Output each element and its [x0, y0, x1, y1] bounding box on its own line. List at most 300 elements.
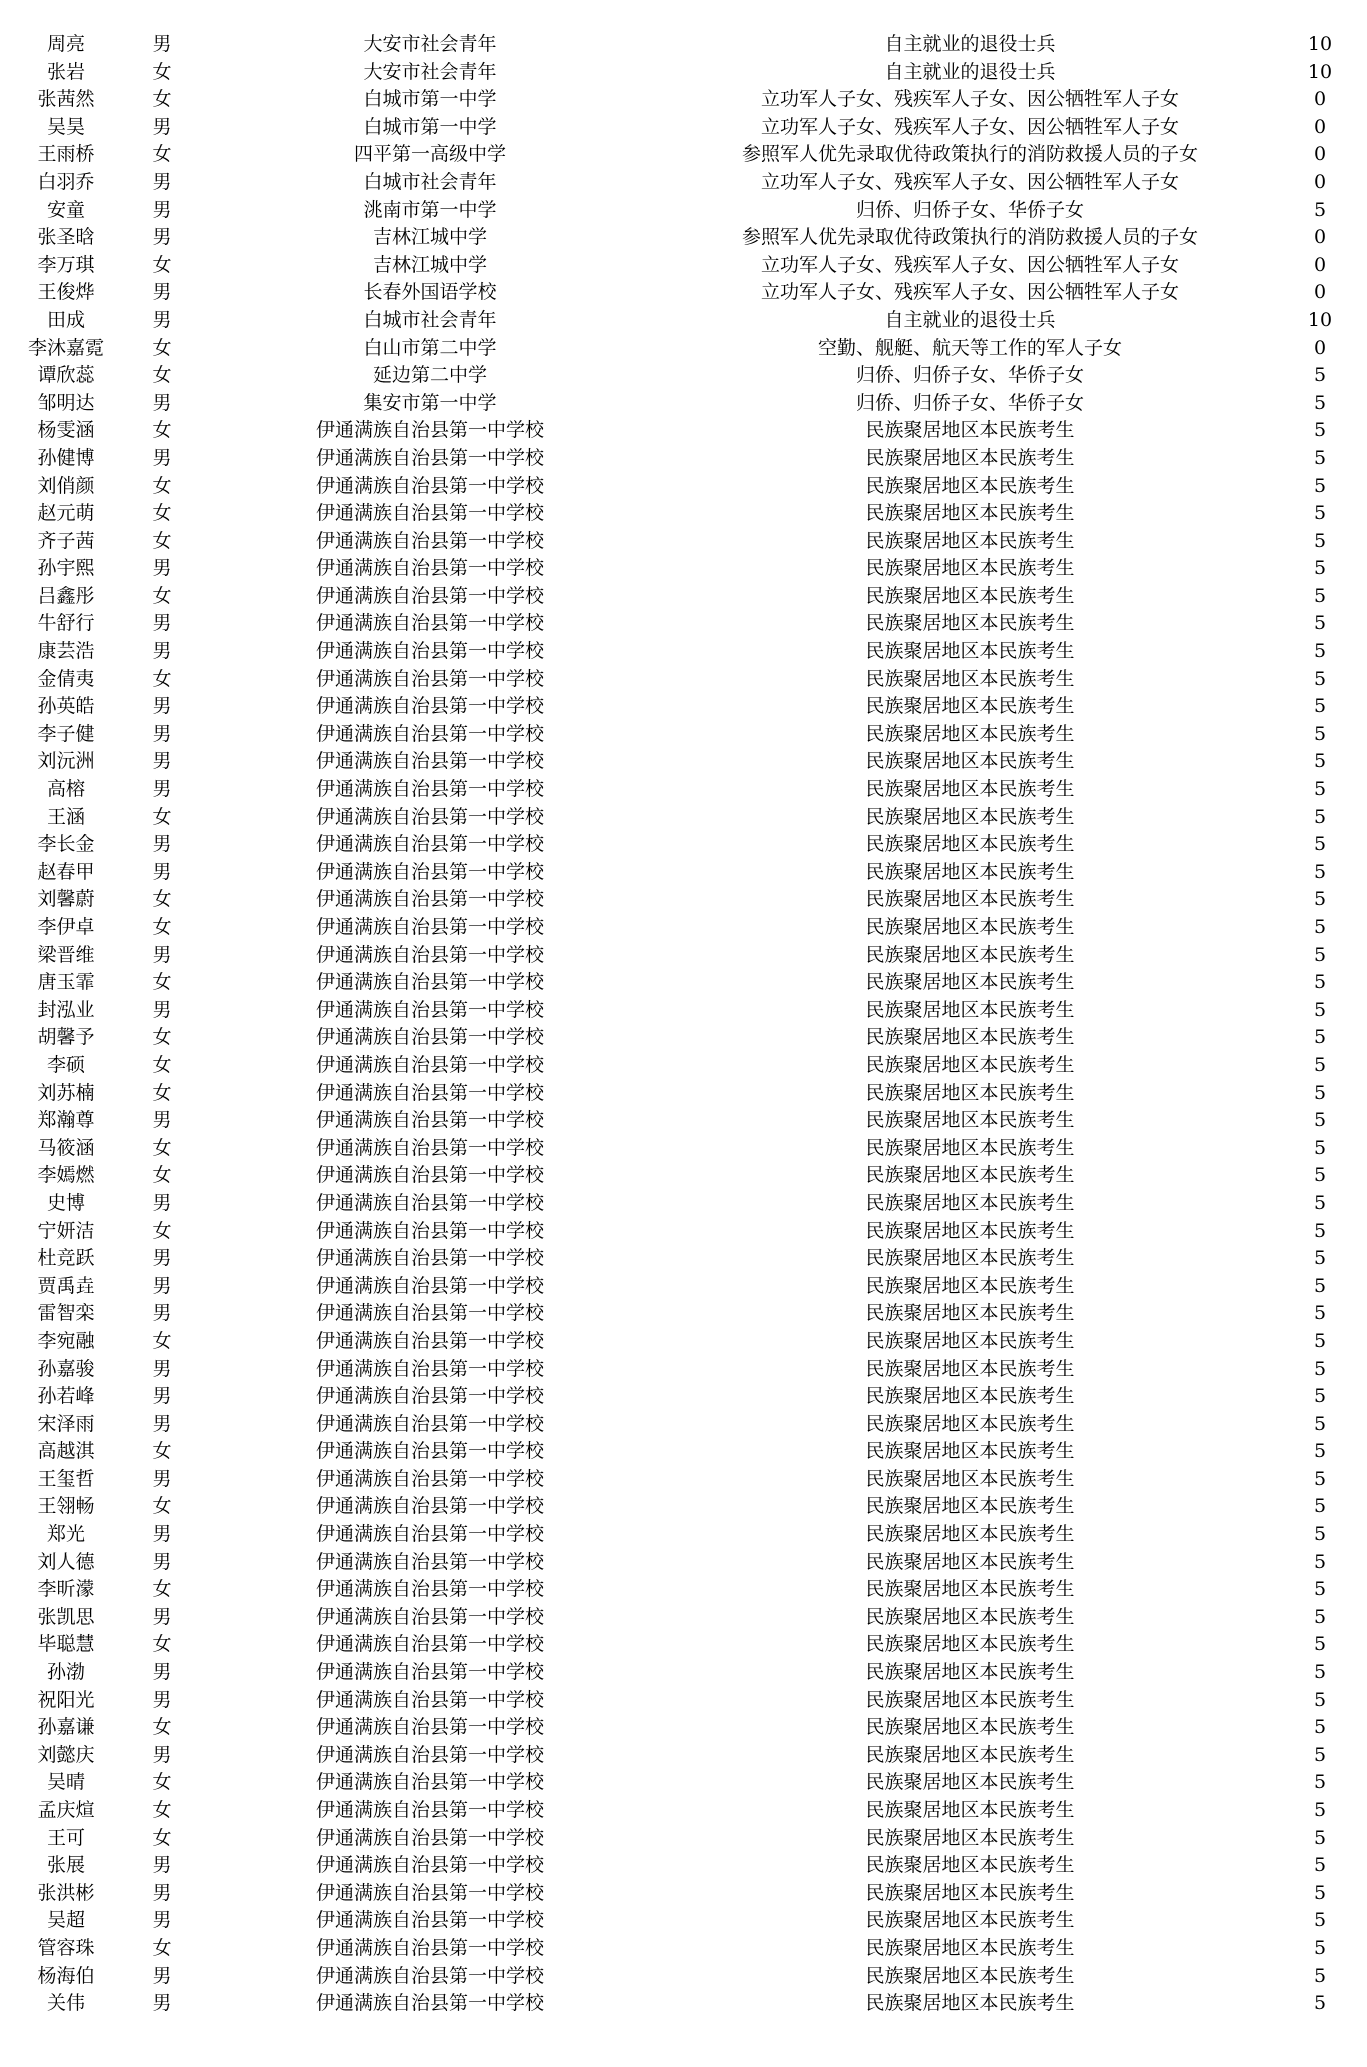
student-name: 孟庆煊	[37, 1799, 95, 1821]
school: 伊通满族自治县第一中学校	[315, 474, 544, 497]
bonus-category: 参照军人优先录取优待政策执行的消防救援人员的子女	[741, 226, 1198, 249]
student-name: 张洪彬	[37, 1881, 95, 1904]
bonus-score: 5	[1313, 1771, 1327, 1794]
school: 伊通满族自治县第一中学校	[315, 1578, 544, 1601]
bonus-score: 5	[1313, 916, 1327, 938]
bonus-score: 5	[1313, 1523, 1327, 1546]
gender: 男	[152, 1661, 172, 1684]
bonus-category: 民族聚居地区本民族考生	[865, 1412, 1075, 1435]
school: 伊通满族自治县第一中学校	[315, 1385, 544, 1408]
table-row	[0, 721, 1367, 749]
school: 伊通满族自治县第一中学校	[315, 419, 544, 442]
gender: 男	[152, 722, 172, 745]
bonus-score: 5	[1313, 1854, 1327, 1877]
table-row	[0, 1493, 1367, 1521]
table-row	[0, 417, 1367, 445]
bonus-category: 民族聚居地区本民族考生	[865, 529, 1075, 552]
school: 伊通满族自治县第一中学校	[315, 1550, 544, 1573]
bonus-score: 10	[1307, 60, 1333, 83]
student-name: 吕鑫彤	[37, 584, 95, 607]
bonus-category: 民族聚居地区本民族考生	[865, 971, 1075, 994]
student-name: 郑光	[46, 1523, 85, 1546]
bonus-category: 民族聚居地区本民族考生	[865, 833, 1075, 856]
gender: 男	[152, 1964, 172, 1987]
student-name: 谭欣蕊	[37, 364, 95, 387]
bonus-category: 民族聚居地区本民族考生	[865, 1247, 1075, 1270]
table-row	[0, 693, 1367, 721]
gender: 女	[152, 1329, 172, 1352]
bonus-score: 5	[1313, 1826, 1327, 1849]
gender: 女	[152, 529, 172, 552]
gender: 女	[152, 419, 172, 442]
student-name: 孙宇熙	[37, 557, 95, 580]
student-name: 杨雯涵	[37, 419, 95, 442]
school: 伊通满族自治县第一中学校	[315, 557, 544, 580]
bonus-score: 5	[1313, 1936, 1327, 1959]
school: 伊通满族自治县第一中学校	[315, 1964, 544, 1987]
student-name: 封泓业	[37, 998, 95, 1021]
gender: 男	[152, 1109, 172, 1132]
gender: 女	[152, 1053, 172, 1076]
bonus-category: 民族聚居地区本民族考生	[865, 446, 1075, 469]
school: 大安市社会青年	[363, 33, 497, 55]
school: 伊通满族自治县第一中学校	[315, 888, 544, 911]
table-row	[0, 1852, 1367, 1880]
bonus-score: 5	[1313, 750, 1327, 773]
bonus-score: 5	[1313, 198, 1327, 221]
bonus-category: 民族聚居地区本民族考生	[865, 860, 1075, 883]
table-row	[0, 279, 1367, 307]
bonus-score: 5	[1313, 1081, 1327, 1104]
student-name: 李昕濛	[37, 1578, 95, 1601]
table-row	[0, 362, 1367, 390]
table-row	[0, 748, 1367, 776]
bonus-category: 民族聚居地区本民族考生	[865, 1799, 1075, 1821]
student-name: 刘懿庆	[37, 1743, 95, 1766]
bonus-score: 5	[1313, 1357, 1327, 1380]
table-row	[0, 997, 1367, 1025]
table-row	[0, 335, 1367, 363]
bonus-score: 5	[1313, 1053, 1327, 1076]
bonus-category: 民族聚居地区本民族考生	[865, 916, 1075, 938]
gender: 男	[152, 1302, 172, 1325]
student-name: 李子健	[37, 722, 95, 745]
gender: 女	[152, 1826, 172, 1849]
table-row	[0, 473, 1367, 501]
bonus-category: 民族聚居地区本民族考生	[865, 1440, 1075, 1463]
gender: 男	[152, 1274, 172, 1297]
school: 伊通满族自治县第一中学校	[315, 971, 544, 994]
bonus-score: 5	[1313, 888, 1327, 911]
bonus-category: 民族聚居地区本民族考生	[865, 1964, 1075, 1987]
school: 伊通满族自治县第一中学校	[315, 1274, 544, 1297]
bonus-score: 5	[1313, 1495, 1327, 1518]
school: 伊通满族自治县第一中学校	[315, 916, 544, 938]
gender: 男	[152, 115, 172, 138]
table-row	[0, 1549, 1367, 1577]
bonus-category: 民族聚居地区本民族考生	[865, 722, 1075, 745]
gender: 女	[152, 1771, 172, 1794]
school: 伊通满族自治县第一中学校	[315, 1026, 544, 1049]
student-name: 孙嘉骏	[37, 1357, 95, 1380]
bonus-score: 5	[1313, 1964, 1327, 1987]
table-row	[0, 1052, 1367, 1080]
student-name: 赵春甲	[37, 860, 95, 883]
school: 伊通满族自治县第一中学校	[315, 943, 544, 966]
school: 伊通满族自治县第一中学校	[315, 1164, 544, 1187]
table-row	[0, 86, 1367, 114]
bonus-category: 民族聚居地区本民族考生	[865, 888, 1075, 911]
school: 伊通满族自治县第一中学校	[315, 1191, 544, 1214]
gender: 女	[152, 1495, 172, 1518]
gender: 女	[152, 1219, 172, 1242]
gender: 女	[152, 888, 172, 911]
gender: 男	[152, 308, 172, 331]
table-row	[0, 1687, 1367, 1715]
school: 伊通满族自治县第一中学校	[315, 1247, 544, 1270]
bonus-category: 归侨、归侨子女、华侨子女	[855, 198, 1084, 221]
bonus-category: 民族聚居地区本民族考生	[865, 1385, 1075, 1408]
table-row	[0, 1604, 1367, 1632]
student-name: 孙健博	[37, 446, 95, 469]
student-name: 高越淇	[37, 1440, 95, 1463]
table-row	[0, 886, 1367, 914]
bonus-category: 民族聚居地区本民族考生	[865, 1771, 1075, 1794]
school: 伊通满族自治县第一中学校	[315, 1219, 544, 1242]
table-row	[0, 804, 1367, 832]
school: 白城市社会青年	[363, 308, 497, 331]
bonus-category: 民族聚居地区本民族考生	[865, 1909, 1075, 1932]
school: 伊通满族自治县第一中学校	[315, 1412, 544, 1435]
bonus-score: 5	[1313, 1164, 1327, 1187]
school: 伊通满族自治县第一中学校	[315, 1936, 544, 1959]
table-row	[0, 224, 1367, 252]
table-row	[0, 252, 1367, 280]
bonus-score: 5	[1313, 833, 1327, 856]
student-name: 唐玉霏	[37, 971, 95, 994]
bonus-score: 5	[1313, 529, 1327, 552]
gender: 男	[152, 1992, 172, 2015]
table-row	[0, 610, 1367, 638]
bonus-points-table	[0, 31, 1367, 2018]
gender: 女	[152, 584, 172, 607]
table-row	[0, 1576, 1367, 1604]
bonus-category: 民族聚居地区本民族考生	[865, 1136, 1075, 1159]
bonus-category: 民族聚居地区本民族考生	[865, 557, 1075, 580]
gender: 女	[152, 1716, 172, 1739]
gender: 女	[152, 474, 172, 497]
table-row	[0, 141, 1367, 169]
table-row	[0, 169, 1367, 197]
school: 伊通满族自治县第一中学校	[315, 695, 544, 718]
student-name: 李万琪	[37, 253, 95, 276]
bonus-category: 立功军人子女、残疾军人子女、因公牺牲军人子女	[760, 88, 1179, 111]
bonus-score: 5	[1313, 722, 1327, 745]
student-name: 孙若峰	[37, 1385, 95, 1408]
school: 吉林江城中学	[372, 253, 487, 276]
gender: 男	[152, 1357, 172, 1380]
bonus-category: 民族聚居地区本民族考生	[865, 1219, 1075, 1242]
student-name: 张茜然	[37, 88, 95, 111]
bonus-score: 5	[1313, 1026, 1327, 1049]
school: 四平第一高级中学	[353, 143, 506, 166]
table-row	[0, 1190, 1367, 1218]
student-name: 王俊烨	[37, 281, 95, 304]
table-row	[0, 776, 1367, 804]
table-row	[0, 390, 1367, 418]
bonus-category: 民族聚居地区本民族考生	[865, 943, 1075, 966]
school: 延边第二中学	[372, 364, 487, 387]
gender: 男	[152, 640, 172, 663]
bonus-score: 0	[1313, 115, 1327, 138]
gender: 男	[152, 1523, 172, 1546]
table-row	[0, 638, 1367, 666]
table-row	[0, 1935, 1367, 1963]
table-row	[0, 831, 1367, 859]
bonus-category: 民族聚居地区本民族考生	[865, 1302, 1075, 1325]
bonus-category: 民族聚居地区本民族考生	[865, 695, 1075, 718]
student-name: 康芸浩	[37, 640, 95, 663]
bonus-score: 5	[1313, 1799, 1327, 1821]
school: 伊通满族自治县第一中学校	[315, 750, 544, 773]
school: 伊通满族自治县第一中学校	[315, 1771, 544, 1794]
bonus-score: 5	[1313, 1633, 1327, 1656]
table-row	[0, 1218, 1367, 1246]
table-row	[0, 114, 1367, 142]
table-row	[0, 1080, 1367, 1108]
gender: 男	[152, 557, 172, 580]
bonus-score: 5	[1313, 971, 1327, 994]
student-name: 牛舒行	[37, 612, 95, 635]
student-name: 杨海伯	[37, 1964, 95, 1987]
school: 吉林江城中学	[372, 226, 487, 249]
table-row	[0, 914, 1367, 942]
gender: 男	[152, 1467, 172, 1490]
school: 白山市第二中学	[363, 336, 497, 359]
student-name: 周亮	[46, 33, 85, 55]
gender: 男	[152, 1909, 172, 1932]
bonus-score: 0	[1313, 170, 1327, 193]
bonus-category: 民族聚居地区本民族考生	[865, 1109, 1075, 1132]
student-name: 管容珠	[37, 1936, 95, 1959]
table-row	[0, 1107, 1367, 1135]
school: 伊通满族自治县第一中学校	[315, 833, 544, 856]
gender: 女	[152, 60, 172, 83]
school: 伊通满族自治县第一中学校	[315, 1109, 544, 1132]
bonus-score: 5	[1313, 391, 1327, 414]
bonus-category: 立功军人子女、残疾军人子女、因公牺牲军人子女	[760, 253, 1179, 276]
student-name: 关伟	[46, 1992, 85, 2015]
bonus-category: 立功军人子女、残疾军人子女、因公牺牲军人子女	[760, 281, 1179, 304]
gender: 女	[152, 88, 172, 111]
gender: 女	[152, 1440, 172, 1463]
bonus-score: 5	[1313, 943, 1327, 966]
table-row	[0, 1162, 1367, 1190]
bonus-category: 民族聚居地区本民族考生	[865, 1936, 1075, 1959]
school: 伊通满族自治县第一中学校	[315, 529, 544, 552]
gender: 女	[152, 1578, 172, 1601]
bonus-category: 民族聚居地区本民族考生	[865, 1523, 1075, 1546]
bonus-category: 民族聚居地区本民族考生	[865, 1053, 1075, 1076]
school: 伊通满族自治县第一中学校	[315, 722, 544, 745]
bonus-category: 民族聚居地区本民族考生	[865, 1661, 1075, 1684]
gender: 男	[152, 33, 172, 55]
table-row	[0, 500, 1367, 528]
school: 伊通满族自治县第一中学校	[315, 998, 544, 1021]
bonus-category: 民族聚居地区本民族考生	[865, 584, 1075, 607]
student-name: 雷智栾	[37, 1302, 95, 1325]
bonus-score: 5	[1313, 1329, 1327, 1352]
table-row	[0, 197, 1367, 225]
school: 伊通满族自治县第一中学校	[315, 1329, 544, 1352]
table-row	[0, 1907, 1367, 1935]
bonus-score: 5	[1313, 1909, 1327, 1932]
school: 伊通满族自治县第一中学校	[315, 1909, 544, 1932]
school: 伊通满族自治县第一中学校	[315, 1716, 544, 1739]
table-row	[0, 1659, 1367, 1687]
school: 伊通满族自治县第一中学校	[315, 1081, 544, 1104]
school: 大安市社会青年	[363, 60, 497, 83]
table-row	[0, 1135, 1367, 1163]
table-row	[0, 1273, 1367, 1301]
table-row	[0, 1714, 1367, 1742]
student-name: 史博	[46, 1191, 85, 1214]
gender: 男	[152, 1191, 172, 1214]
bonus-score: 5	[1313, 1578, 1327, 1601]
gender: 女	[152, 805, 172, 828]
table-row	[0, 31, 1367, 59]
bonus-category: 民族聚居地区本民族考生	[865, 1191, 1075, 1214]
bonus-score: 10	[1307, 308, 1333, 331]
gender: 男	[152, 1247, 172, 1270]
gender: 男	[152, 943, 172, 966]
student-name: 田成	[46, 308, 85, 331]
table-row	[0, 1990, 1367, 2018]
student-name: 吴昊	[46, 115, 85, 138]
school: 伊通满族自治县第一中学校	[315, 502, 544, 525]
student-name: 祝阳光	[37, 1688, 95, 1711]
student-name: 宁妍洁	[37, 1219, 95, 1242]
school: 伊通满族自治县第一中学校	[315, 640, 544, 663]
student-name: 刘苏楠	[37, 1081, 95, 1104]
school: 集安市第一中学	[363, 391, 497, 414]
gender: 男	[152, 1550, 172, 1573]
school: 伊通满族自治县第一中学校	[315, 1605, 544, 1628]
bonus-score: 5	[1313, 1136, 1327, 1159]
gender: 男	[152, 860, 172, 883]
school: 伊通满族自治县第一中学校	[315, 1495, 544, 1518]
bonus-category: 民族聚居地区本民族考生	[865, 419, 1075, 442]
student-name: 胡馨予	[37, 1026, 95, 1049]
bonus-score: 5	[1313, 1219, 1327, 1242]
student-name: 李嫣燃	[37, 1164, 95, 1187]
gender: 男	[152, 281, 172, 304]
school: 伊通满族自治县第一中学校	[315, 1881, 544, 1904]
bonus-category: 参照军人优先录取优待政策执行的消防救援人员的子女	[741, 143, 1198, 166]
bonus-category: 民族聚居地区本民族考生	[865, 1716, 1075, 1739]
student-name: 王可	[46, 1826, 85, 1849]
school: 伊通满族自治县第一中学校	[315, 1053, 544, 1076]
bonus-score: 5	[1313, 1550, 1327, 1573]
gender: 男	[152, 198, 172, 221]
gender: 男	[152, 833, 172, 856]
school: 白城市社会青年	[363, 170, 497, 193]
gender: 男	[152, 1412, 172, 1435]
bonus-score: 5	[1313, 778, 1327, 801]
bonus-category: 民族聚居地区本民族考生	[865, 612, 1075, 635]
student-name: 孙英皓	[37, 695, 95, 718]
school: 伊通满族自治县第一中学校	[315, 584, 544, 607]
table-row	[0, 666, 1367, 694]
bonus-score: 5	[1313, 860, 1327, 883]
school: 伊通满族自治县第一中学校	[315, 1854, 544, 1877]
bonus-category: 立功军人子女、残疾军人子女、因公牺牲军人子女	[760, 170, 1179, 193]
student-name: 安童	[46, 198, 85, 221]
gender: 女	[152, 364, 172, 387]
school: 伊通满族自治县第一中学校	[315, 667, 544, 690]
table-row	[0, 528, 1367, 556]
table-row	[0, 1383, 1367, 1411]
gender: 男	[152, 446, 172, 469]
student-name: 孙渤	[46, 1661, 85, 1684]
school: 伊通满族自治县第一中学校	[315, 1357, 544, 1380]
gender: 女	[152, 336, 172, 359]
table-row	[0, 445, 1367, 473]
bonus-category: 民族聚居地区本民族考生	[865, 1992, 1075, 2015]
bonus-score: 5	[1313, 1302, 1327, 1325]
bonus-score: 5	[1313, 1385, 1327, 1408]
bonus-score: 0	[1313, 88, 1327, 111]
gender: 男	[152, 391, 172, 414]
bonus-score: 5	[1313, 1274, 1327, 1297]
gender: 男	[152, 750, 172, 773]
school: 伊通满族自治县第一中学校	[315, 1743, 544, 1766]
bonus-category: 归侨、归侨子女、华侨子女	[855, 364, 1084, 387]
student-name: 齐子茜	[37, 529, 95, 552]
school: 伊通满族自治县第一中学校	[315, 1467, 544, 1490]
bonus-score: 5	[1313, 640, 1327, 663]
bonus-score: 5	[1313, 1440, 1327, 1463]
student-name: 李沐嘉霓	[27, 336, 104, 359]
table-row	[0, 1411, 1367, 1439]
student-name: 刘馨蔚	[37, 888, 95, 911]
table-row	[0, 583, 1367, 611]
gender: 女	[152, 1633, 172, 1656]
bonus-category: 民族聚居地区本民族考生	[865, 1633, 1075, 1656]
gender: 男	[152, 1605, 172, 1628]
student-name: 张圣晗	[37, 226, 95, 249]
school: 伊通满族自治县第一中学校	[315, 1523, 544, 1546]
bonus-score: 0	[1313, 226, 1327, 249]
gender: 男	[152, 998, 172, 1021]
table-row	[0, 307, 1367, 335]
student-name: 郑瀚尊	[37, 1109, 95, 1132]
school: 伊通满族自治县第一中学校	[315, 805, 544, 828]
table-row	[0, 1742, 1367, 1770]
gender: 女	[152, 502, 172, 525]
gender: 女	[152, 916, 172, 938]
bonus-category: 民族聚居地区本民族考生	[865, 1826, 1075, 1849]
table-row	[0, 1300, 1367, 1328]
student-name: 金倩夷	[37, 667, 95, 690]
gender: 女	[152, 1799, 172, 1821]
gender: 女	[152, 1136, 172, 1159]
gender: 男	[152, 170, 172, 193]
student-name: 张岩	[46, 60, 85, 83]
gender: 男	[152, 778, 172, 801]
student-name: 李长金	[37, 833, 95, 856]
table-row	[0, 1245, 1367, 1273]
